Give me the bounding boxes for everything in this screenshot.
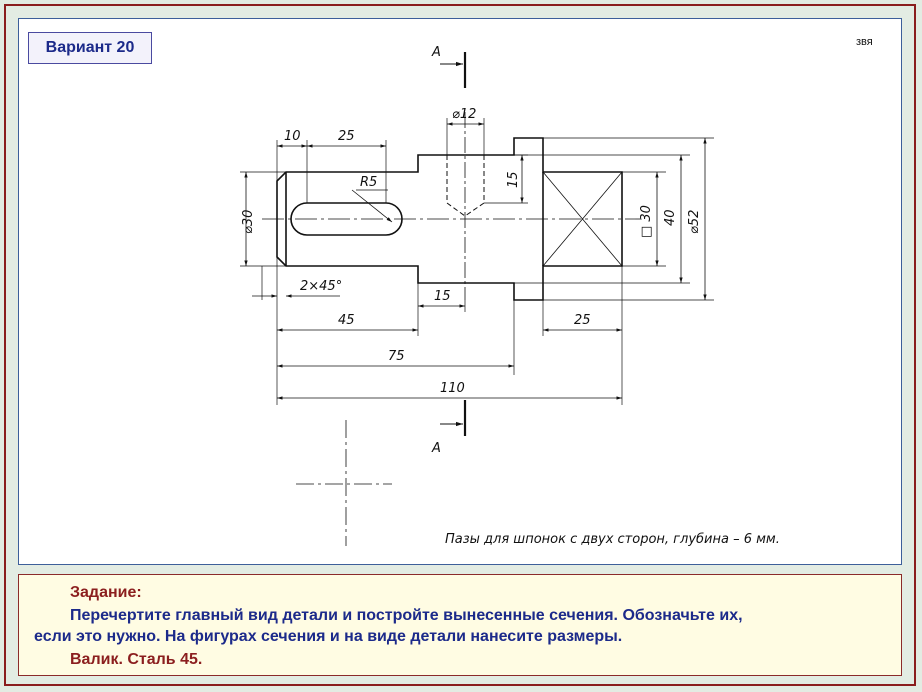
dim-diameter-52: ⌀52 <box>687 209 702 234</box>
dim-depth-15: 15 <box>506 171 521 188</box>
task-part-spec: Валик. Сталь 45. <box>70 651 203 668</box>
dimension-lines <box>246 124 705 398</box>
dim-chamfer: 2×45° <box>300 279 343 294</box>
dim-radius-5: R5 <box>360 175 378 190</box>
dim-square-30: □ 30 <box>639 205 654 238</box>
variant-label: Вариант 20 <box>28 32 152 64</box>
dim-diameter-12: ⌀12 <box>452 107 477 122</box>
corner-code: звя <box>856 36 873 48</box>
task-line-1: Перечертите главный вид детали и постройте вынесенные сечения. Обозначьте их, <box>70 607 743 624</box>
hidden-hole <box>447 112 484 300</box>
dim-25-top: 25 <box>338 129 355 144</box>
dim-25-bottom: 25 <box>574 313 591 328</box>
dim-diameter-30: ⌀30 <box>241 209 256 234</box>
dim-110: 110 <box>440 381 465 396</box>
task-heading: Задание: <box>70 584 142 601</box>
section-mark-bottom: A <box>432 441 441 456</box>
task-line-2: если это нужно. На фигурах сечения и на виде детали нанесите размеры. <box>34 628 623 645</box>
dim-10: 10 <box>284 129 301 144</box>
dim-75: 75 <box>388 349 405 364</box>
dim-15-bottom: 15 <box>434 289 451 304</box>
drawing-note: Пазы для шпонок с двух сторон, глубина – 6 мм. <box>445 532 780 547</box>
dim-40: 40 <box>663 209 678 226</box>
dim-45: 45 <box>338 313 355 328</box>
extension-lines <box>240 118 714 405</box>
section-center-mark <box>296 420 392 546</box>
section-mark-top: A <box>432 45 441 60</box>
